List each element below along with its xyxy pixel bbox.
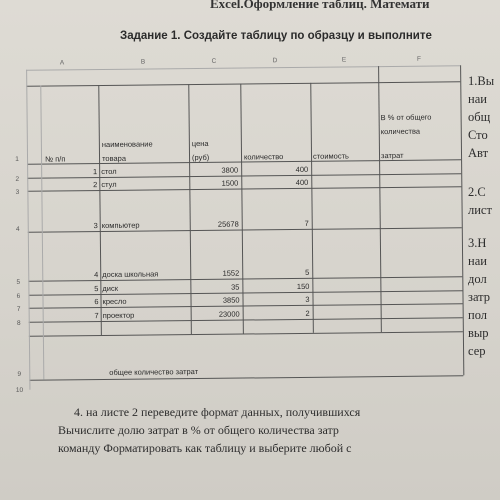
row-header-6: 6: [16, 292, 21, 300]
row-header-3: 3: [15, 188, 20, 196]
row1-qty: 400: [295, 164, 309, 174]
row-header-2: 2: [15, 175, 20, 183]
col-header-a: A: [59, 59, 65, 67]
row5-n: 5: [94, 284, 99, 294]
row2-qty: 400: [295, 177, 309, 187]
side-line-10: дол: [468, 272, 487, 286]
side-line-1: 1.Вы: [468, 74, 495, 88]
row-header-4: 4: [15, 225, 20, 233]
row6-name: кресло: [102, 296, 127, 307]
total-label: общее количество затрат: [109, 367, 199, 377]
bottom-line-2: Вычислите долю затрат в % от общего количества затр: [58, 423, 339, 437]
header-name-line2: товара: [101, 153, 127, 164]
row-header-5: 5: [16, 278, 21, 286]
row-header-7: 7: [16, 305, 21, 313]
row7-qty: 2: [305, 308, 310, 318]
header-name-line1: наименование: [101, 139, 153, 150]
row3-name: компьютер: [101, 220, 140, 231]
row7-name: проектор: [102, 310, 135, 321]
side-line-7: лист: [468, 203, 492, 217]
header-qty: количество: [243, 152, 284, 162]
row6-price: 3850: [222, 295, 240, 305]
row4-name: доска школьная: [102, 269, 159, 280]
row3-n: 3: [93, 221, 98, 231]
bottom-line-3: команду Форматировать как таблицу и выберите любой с: [58, 441, 352, 455]
bottom-line-1: 4. на листе 2 переведите формат данных, получившихся: [74, 405, 361, 419]
row5-qty: 150: [296, 281, 310, 291]
header-pct-line1: В % от общего: [380, 112, 432, 123]
row4-price: 1552: [222, 268, 240, 278]
side-line-8: 3.Н: [468, 236, 487, 250]
header-price-line1: цена: [191, 138, 209, 149]
row4-qty: 5: [305, 267, 310, 277]
side-line-13: выр: [468, 326, 489, 340]
col-header-f: F: [416, 55, 422, 63]
side-line-14: сер: [468, 344, 486, 358]
row7-n: 7: [94, 311, 99, 321]
col-header-b: B: [140, 58, 146, 66]
row6-n: 6: [94, 297, 99, 307]
row2-price: 1500: [221, 178, 239, 188]
row1-name: стол: [101, 166, 117, 177]
row3-price: 25678: [217, 219, 239, 229]
header-pct-line3: затрат: [380, 150, 404, 161]
side-line-9: наи: [468, 254, 487, 268]
header-pct-line2: количества: [380, 126, 421, 137]
row4-n: 4: [94, 270, 99, 280]
col-header-e: E: [341, 56, 347, 64]
row6-qty: 3: [305, 294, 310, 304]
side-line-5: Авт: [468, 146, 489, 160]
row-header-9: 9: [17, 370, 22, 378]
page-title: Excel.Оформление таблиц. Математи: [210, 0, 430, 11]
col-header-d: D: [272, 57, 278, 65]
side-line-6: 2.С: [468, 185, 486, 199]
side-line-12: пол: [468, 308, 488, 322]
task-title: Задание 1. Создайте таблицу по образцу и выполните: [120, 30, 432, 42]
side-line-11: затр: [468, 290, 491, 304]
side-line-4: Сто: [468, 128, 488, 142]
row2-n: 2: [93, 180, 98, 190]
row1-n: 1: [92, 167, 98, 177]
row-header-1: 1: [15, 155, 19, 163]
side-line-3: общ: [468, 110, 491, 124]
row3-qty: 7: [304, 218, 309, 228]
row7-price: 23000: [218, 309, 240, 319]
spreadsheet-printout: [8, 55, 467, 400]
header-num: № п/п: [44, 154, 66, 164]
row1-price: 3800: [221, 165, 239, 175]
side-line-2: наи: [468, 92, 487, 106]
header-price-line2: (руб): [191, 152, 210, 163]
header-cost: стоимость: [312, 151, 349, 161]
row5-price: 35: [231, 282, 240, 292]
row-header-8: 8: [16, 319, 21, 327]
row5-name: диск: [102, 283, 119, 294]
row2-name: стул: [101, 179, 117, 190]
row-header-10: 10: [15, 386, 24, 394]
col-header-c: C: [211, 57, 217, 65]
